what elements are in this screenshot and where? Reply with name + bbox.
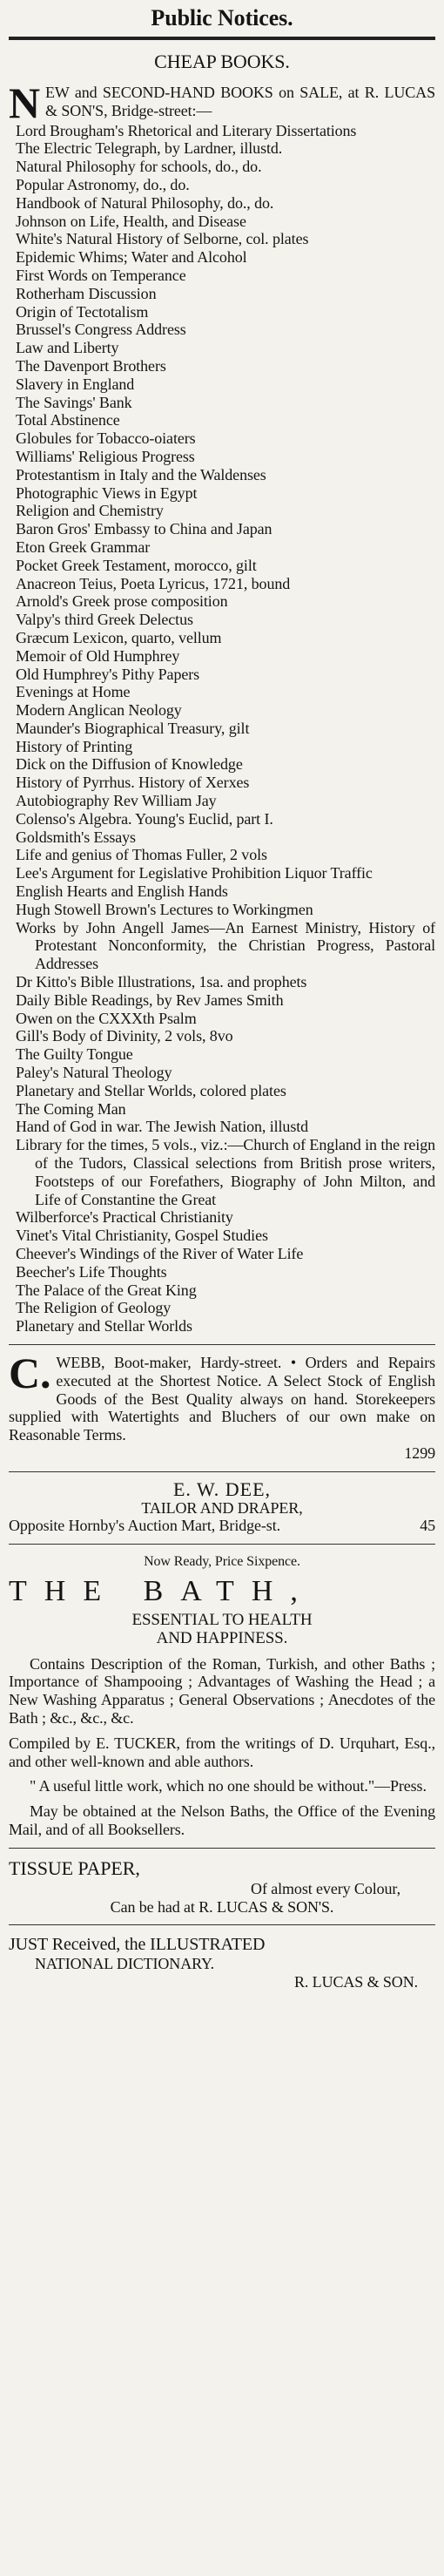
tissue-availability: Can be had at R. LUCAS & SON'S.	[110, 1897, 334, 1916]
dictionary-seller: R. LUCAS & SON.	[293, 1973, 418, 1991]
title-rule	[9, 37, 435, 40]
book-list-item: Brussel's Congress Address	[16, 321, 186, 339]
book-list-item: History of Pyrrhus. History of Xerxes	[16, 774, 250, 792]
divider	[9, 1848, 435, 1849]
book-list-item: Pocket Greek Testament, morocco, gilt	[16, 556, 257, 574]
book-list-item: Works by John Angell James—An Earnest Ministry, History of Protestant Nonconformity, the Christian Progress, Pastoral Addresses	[16, 918, 435, 973]
book-list-item: Photographic Views in Egypt	[16, 483, 198, 502]
dictionary-title: NATIONAL DICTIONARY.	[35, 1955, 214, 1973]
book-list-item: Wilberforce's Practical Christianity	[16, 1208, 233, 1227]
webb-body: • Orders and Repairs executed at the Shortest Notice. A Select Stock of English Goods of the Best Quality always on hand. Storekeepers supplied with Watertights and Bluchers of our own make on Reasonable Terms.	[9, 1353, 435, 1444]
section-title: Public Notices.	[151, 5, 293, 30]
bath-subtitle-1: ESSENTIAL TO HEALTH	[131, 1610, 313, 1629]
book-list-item: Handbook of Natural Philosophy, do., do.	[16, 193, 274, 212]
cheap-books-notice	[9, 49, 435, 1335]
divider	[9, 1924, 435, 1925]
book-list-item: English Hearts and English Hands	[16, 882, 228, 901]
cheap-books-lead	[9, 78, 435, 127]
book-list-item: Beecher's Life Thoughts	[16, 1262, 167, 1281]
book-list-item: Evenings at Home	[16, 683, 131, 701]
dictionary-notice	[9, 1934, 435, 1991]
bath-notice	[9, 1553, 435, 1839]
book-list-item: Vinet's Vital Christianity, Gospel Studies	[16, 1227, 268, 1245]
bath-title: THE BATH,	[9, 1574, 315, 1607]
bath-quote: " A useful little work, which no one should be without."—Press.	[30, 1777, 427, 1795]
dee-number: 45	[420, 1517, 435, 1535]
book-list-item: Autobiography Rev William Jay	[16, 792, 217, 810]
divider	[9, 1544, 435, 1545]
cheap-books-dropcap: N	[9, 78, 41, 127]
bath-obtain: May be obtained at the Nelson Baths, the Office of the Evening Mail, and of all Booksellers.	[9, 1802, 435, 1838]
book-list-item: Popular Astronomy, do., do.	[16, 175, 190, 193]
book-list-item: Total Abstinence	[16, 411, 120, 429]
webb-notice	[9, 1348, 435, 1463]
book-list-item: Arnold's Greek prose composition	[16, 592, 228, 611]
book-list-item: Planetary and Stellar Worlds	[16, 1317, 192, 1335]
book-list-item: White's Natural History of Selborne, col. plates	[16, 230, 309, 248]
book-list-item: Goldsmith's Essays	[16, 828, 136, 846]
dee-address: Opposite Hornby's Auction Mart, Bridge-st.	[9, 1517, 281, 1535]
book-list-item: History of Printing	[16, 737, 133, 755]
book-list-item: Valpy's third Greek Delectus	[16, 611, 193, 629]
book-list-item: Natural Philosophy for schools, do., do.	[16, 158, 262, 176]
divider	[9, 1471, 435, 1472]
book-list-item: First Words on Temperance	[16, 266, 186, 284]
book-list-item: Græcum Lexicon, quarto, vellum	[16, 628, 222, 646]
book-list-item: Hugh Stowell Brown's Lectures to Workingmen	[16, 900, 313, 918]
book-list-item: Anacreon Teius, Poeta Lyricus, 1721, bound	[16, 574, 291, 592]
book-list-item: Colenso's Algebra. Young's Euclid, part I.	[16, 809, 273, 828]
book-list-item: Cheever's Windings of the River of Water Life	[16, 1245, 304, 1262]
book-list-item: Williams' Religious Progress	[16, 447, 195, 465]
bath-subtitle-2: AND HAPPINESS.	[156, 1628, 288, 1647]
book-list-item: Gill's Body of Divinity, 2 vols, 8vo	[16, 1027, 233, 1045]
book-list-item: The Coming Man	[16, 1099, 126, 1118]
tissue-colours: Of almost every Colour,	[251, 1879, 400, 1897]
book-list-item: Baron Gros' Embassy to China and Japan	[16, 520, 272, 538]
book-list-item: Owen on the CXXXth Psalm	[16, 1009, 197, 1027]
book-list-item: Modern Anglican Neology	[16, 701, 182, 720]
book-list-item: Life and genius of Thomas Fuller, 2 vols	[16, 846, 267, 864]
dictionary-headline: JUST Received, the ILLUSTRATED	[9, 1935, 266, 1955]
book-list-item: Protestantism in Italy and the Waldenses	[16, 465, 266, 483]
book-list-item: Johnson on Life, Health, and Disease	[16, 212, 246, 230]
book-list-item: Origin of Tectotalism	[16, 302, 149, 321]
book-list-item: Lord Brougham's Rhetorical and Literary Dissertations	[16, 121, 357, 139]
book-list-item: Rotherham Discussion	[16, 284, 157, 302]
book-list-item: Globules for Tobacco-oiaters	[16, 429, 196, 448]
book-list	[9, 122, 435, 1335]
book-list-item: Dr Kitto's Bible Illustrations, 1sa. and prophets	[16, 973, 307, 991]
cheap-books-lead-text: EW and SECOND-HAND BOOKS on SALE, at R. LUCAS & SON'S, Bridge-street:—	[45, 84, 435, 119]
webb-headline: WEBB, Boot-maker, Hardy-street.	[56, 1353, 282, 1371]
divider	[9, 1344, 435, 1345]
book-list-item: Hand of God in war. The Jewish Nation, illustd	[16, 1118, 309, 1136]
newspaper-column	[9, 0, 435, 1991]
book-list-item: Memoir of Old Humphrey	[16, 646, 180, 665]
book-list-item: The Electric Telegraph, by Lardner, illustd.	[16, 139, 283, 158]
bath-ready: Now Ready, Price Sixpence.	[144, 1554, 300, 1570]
book-list-item: The Religion of Geology	[16, 1299, 172, 1317]
dee-trade: TAILOR AND DRAPER,	[141, 1498, 303, 1517]
dee-name: E. W. DEE,	[172, 1477, 272, 1500]
book-list-item: Old Humphrey's Pithy Papers	[16, 665, 200, 683]
tissue-notice	[9, 1857, 435, 1917]
book-list-item: Lee's Argument for Legislative Prohibition Liquor Traffic	[16, 864, 373, 882]
book-list-item: Planetary and Stellar Worlds, colored plates	[16, 1081, 286, 1099]
tissue-headline: TISSUE PAPER,	[9, 1856, 140, 1879]
book-list-item: Dick on the Diffusion of Knowledge	[16, 755, 243, 774]
book-list-item: Daily Bible Readings, by Rev James Smith	[16, 991, 284, 1009]
book-list-item: Paley's Natural Theology	[16, 1064, 172, 1082]
bath-contents: Contains Description of the Roman, Turkish, and other Baths ; Importance of Shampooing ; Advantages of Washing the Head ; a New Washing Apparatus ; General Observations ; Anecdotes of the Bath ; &c., &c., &c.	[9, 1654, 435, 1727]
book-list-item: Maunder's Biographical Treasury, gilt	[16, 719, 250, 737]
book-list-item: Religion and Chemistry	[16, 502, 164, 520]
book-list-item: The Savings' Bank	[16, 393, 132, 411]
cheap-books-heading: CHEAP BOOKS.	[154, 51, 290, 72]
book-list-item: Library for the times, 5 vols., viz.:—Church of England in the reign of the Tudors, Classical selections from British prose writers, Footsteps of our Forefathers, Biography of John Milton, and Life of Constantine the Great	[16, 1136, 435, 1208]
book-list-item: Eton Greek Grammar	[16, 538, 151, 556]
bath-compiled: Compiled by E. TUCKER, from the writings of D. Urquhart, Esq., and other well-known and able authors.	[9, 1734, 435, 1770]
webb-number: 1299	[404, 1444, 435, 1462]
book-list-item: The Palace of the Great King	[16, 1281, 197, 1299]
webb-dropcap: C.	[9, 1348, 51, 1397]
book-list-item: The Davenport Brothers	[16, 356, 166, 375]
book-list-item: The Guilty Tongue	[16, 1045, 133, 1064]
book-list-item: Law and Liberty	[16, 339, 119, 357]
dee-notice	[9, 1477, 435, 1535]
book-list-item: Epidemic Whims; Water and Alcohol	[16, 248, 247, 267]
book-list-item: Slavery in England	[16, 375, 135, 393]
